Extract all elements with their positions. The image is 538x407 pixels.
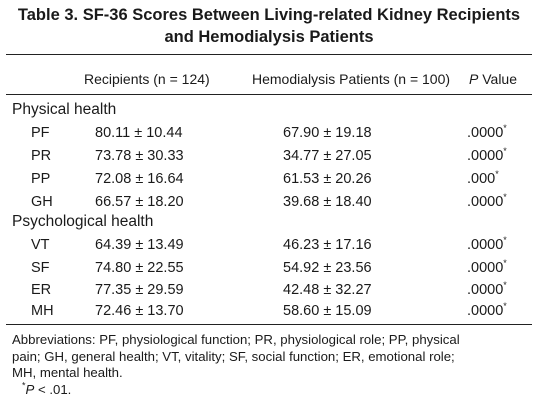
group-label-psychological-health: Psychological health bbox=[12, 213, 154, 230]
cell-recipients: 80.11 ± 10.44 bbox=[95, 125, 183, 141]
cell-p-value bbox=[467, 170, 499, 188]
significance-mark: * bbox=[503, 235, 507, 246]
cell-recipients: 72.08 ± 16.64 bbox=[95, 171, 184, 187]
table-title-line-2: and Hemodialysis Patients bbox=[164, 28, 374, 46]
header-recipients: Recipients (n = 124) bbox=[84, 71, 210, 87]
p-value-text: .0000 bbox=[467, 260, 504, 276]
abbreviations-line-1: Abbreviations: PF, physiological function; PR, physiological role; PP, physical bbox=[12, 332, 460, 347]
significance-mark: * bbox=[503, 192, 507, 203]
p-value-text: .0000 bbox=[467, 237, 504, 253]
cell-p-value bbox=[467, 124, 507, 142]
header-value-word: Value bbox=[478, 71, 518, 87]
abbreviations-line-2: pain; GH, general health; VT, vitality; SF, social function; ER, emotional role; bbox=[12, 348, 455, 364]
cell-recipients: 64.39 ± 13.49 bbox=[95, 237, 184, 253]
header-p-letter: P bbox=[469, 71, 479, 87]
significance-mark: * bbox=[503, 280, 507, 291]
significance-note-text: < .01. bbox=[34, 381, 72, 397]
table-title bbox=[6, 4, 532, 48]
significance-mark: * bbox=[503, 123, 507, 134]
top-rule bbox=[6, 54, 532, 55]
p-value-text: .0000 bbox=[467, 148, 504, 164]
header-hemodialysis: Hemodialysis Patients (n = 100) bbox=[252, 71, 451, 87]
row-abbr: PP bbox=[31, 171, 51, 187]
cell-hemodialysis: 42.48 ± 32.27 bbox=[283, 282, 372, 298]
header-rule bbox=[6, 94, 532, 95]
table-footnote bbox=[12, 332, 530, 398]
significance-mark: * bbox=[495, 169, 499, 180]
cell-recipients: 72.46 ± 13.70 bbox=[95, 303, 184, 319]
cell-hemodialysis: 34.77 ± 27.05 bbox=[283, 148, 372, 164]
abbreviations-line-3: MH, mental health. bbox=[12, 365, 123, 380]
row-abbr: SF bbox=[31, 260, 50, 276]
significance-note bbox=[12, 382, 530, 399]
table-title-line-1: Table 3. SF-36 Scores Between Living-related Kidney Recipients bbox=[17, 6, 521, 24]
significance-note-mark: * bbox=[22, 380, 26, 391]
cell-recipients: 77.35 ± 29.59 bbox=[95, 282, 184, 298]
header-p-value bbox=[469, 70, 517, 88]
cell-hemodialysis: 54.92 ± 23.56 bbox=[283, 260, 372, 276]
cell-hemodialysis: 58.60 ± 15.09 bbox=[283, 303, 372, 319]
cell-hemodialysis: 39.68 ± 18.40 bbox=[283, 194, 372, 210]
cell-recipients: 73.78 ± 30.33 bbox=[95, 148, 184, 164]
cell-p-value bbox=[467, 193, 507, 211]
group-label-physical-health: Physical health bbox=[12, 101, 117, 118]
row-abbr: PR bbox=[31, 148, 52, 164]
cell-hemodialysis: 46.23 ± 17.16 bbox=[283, 237, 372, 253]
bottom-rule bbox=[6, 324, 532, 325]
cell-recipients: 74.80 ± 22.55 bbox=[95, 260, 184, 276]
cell-p-value bbox=[467, 236, 507, 254]
significance-note-p: P bbox=[25, 381, 35, 397]
p-value-text: .000 bbox=[467, 171, 496, 187]
row-abbr: GH bbox=[31, 194, 53, 210]
cell-p-value bbox=[467, 302, 507, 320]
row-abbr: PF bbox=[31, 125, 50, 141]
cell-p-value bbox=[467, 147, 507, 165]
p-value-text: .0000 bbox=[467, 303, 504, 319]
row-abbr: VT bbox=[31, 237, 50, 253]
p-value-text: .0000 bbox=[467, 125, 504, 141]
cell-p-value bbox=[467, 281, 507, 299]
row-abbr: ER bbox=[31, 282, 52, 298]
cell-hemodialysis: 61.53 ± 20.26 bbox=[283, 171, 372, 187]
cell-recipients: 66.57 ± 18.20 bbox=[95, 194, 184, 210]
significance-mark: * bbox=[503, 301, 507, 312]
significance-mark: * bbox=[503, 146, 507, 157]
cell-hemodialysis: 67.90 ± 19.18 bbox=[283, 125, 372, 141]
significance-mark: * bbox=[503, 258, 507, 269]
p-value-text: .0000 bbox=[467, 194, 504, 210]
cell-p-value bbox=[467, 259, 507, 277]
p-value-text: .0000 bbox=[467, 282, 504, 298]
row-abbr: MH bbox=[31, 303, 54, 319]
